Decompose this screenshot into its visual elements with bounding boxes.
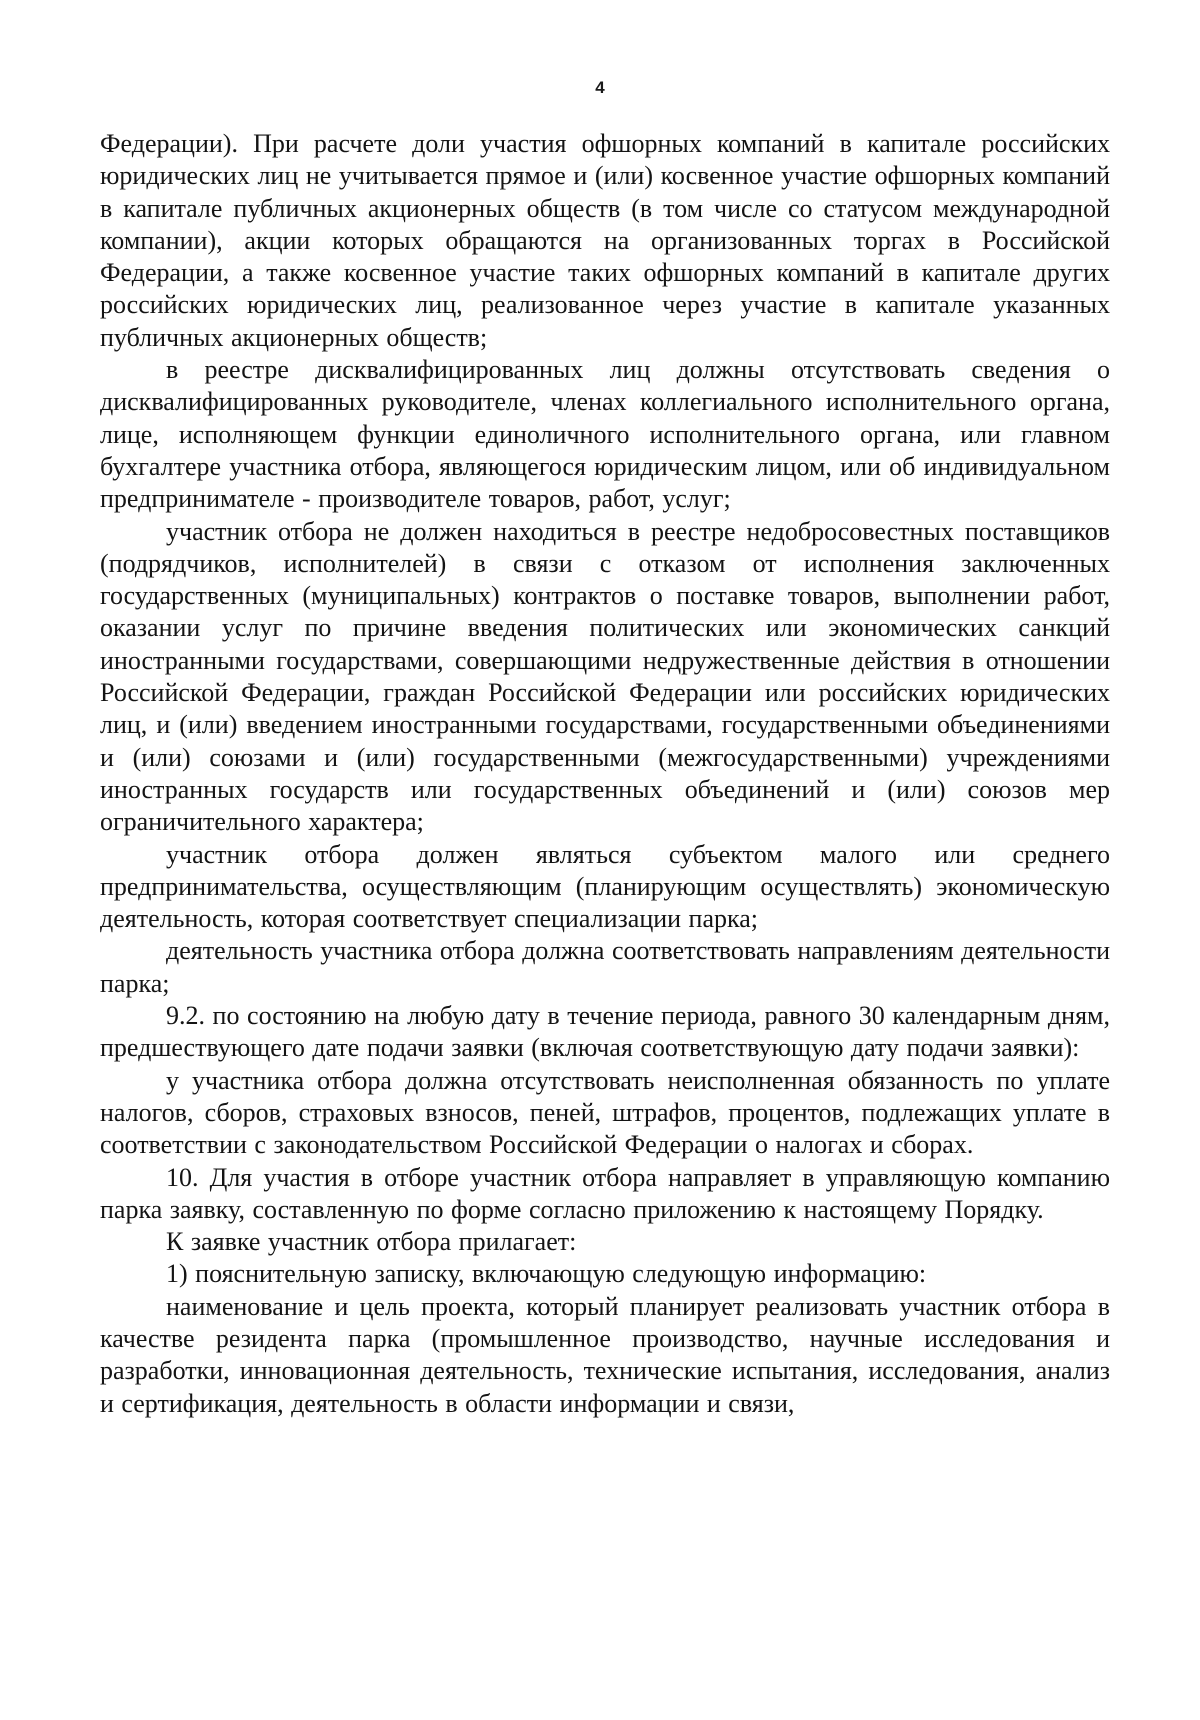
paragraph-tax-obligations: у участника отбора должна отсутствовать неисполненная обязанность по уплате налогов, сборов, страховых взносов, пеней, штрафов, процентов, подлежащих уплате в соответствии с законодательством Российской Федерации о налогах и сборах. [100, 1065, 1110, 1160]
paragraph-offshore-participation: Федерации). При расчете доли участия офшорных компаний в капитале российских юридических лиц не учитывается прямое и (или) косвенное участие офшорных компаний в капитале публичных акционерных обществ (в том числе со статусом международной компании), акции которых обращаются на организованных торгах в Российской Федерации, а также косвенное участие таких офшорных компаний в капитале других российских юридических лиц, реализованное через участие в капитале указанных публичных акционерных обществ; [100, 129, 1110, 352]
paragraph-unscrupulous-suppliers: участник отбора не должен находиться в реестре недобросовестных поставщиков (подрядчиков, исполнителей) в связи с отказом от исполнения заключенных государственных (муниципальных) контрактов о поставке товаров, выполнении работ, оказании услуг по причине введения политических или экономических санкций иностранными государствами, совершающими недружественные действия в отношении Российской Федерации, граждан Российской Федерации или российских юридических лиц, и (или) введением иностранными государствами, государственными объединениями и (или) союзами и (или) государственными (межгосударственными) учреждениями иностранных государств или государственных объединений и (или) союзов мер ограничительного характера; [100, 516, 1110, 837]
paragraph-small-medium-business: участник отбора должен являться субъектом малого или среднего предпринимательства, осуществляющим (планирующим осуществлять) экономическую деятельность, которая соответствует специализации парка; [100, 839, 1110, 934]
paragraph-disqualified-persons: в реестре дисквалифицированных лиц должны отсутствовать сведения о дисквалифицированных руководителе, членах коллегиального исполнительного органа, лице, исполняющем функции единоличного исполнительного органа, или главном бухгалтере участника отбора, являющегося юридическим лицом, или об индивидуальном предпринимателе - производителе товаров, работ, услуг; [100, 355, 1110, 514]
paragraph-explanatory-note: 1) пояснительную записку, включающую следующую информацию: [166, 1259, 927, 1289]
paragraph-clause-10: 10. Для участия в отборе участник отбора направляет в управляющую компанию парка заявку, составленную по форме согласно приложению к настоящему Порядку. [100, 1162, 1110, 1224]
page-number: 4 [595, 78, 605, 97]
paragraph-project-name-purpose: наименование и цель проекта, который планирует реализовать участник отбора в качестве резидента парка (промышленное производство, научные исследования и разработки, инновационная деятельность, технические испытания, исследования, анализ и сертификация, деятельность в области информации и связи, [100, 1291, 1110, 1418]
paragraph-application-attachments: К заявке участник отбора прилагает: [166, 1227, 577, 1257]
document-body [100, 128, 1110, 1420]
paragraph-park-activity: деятельность участника отбора должна соответствовать направлениям деятельности парка; [100, 936, 1110, 998]
paragraph-clause-9-2: 9.2. по состоянию на любую дату в течение периода, равного 30 календарным дням, предшествующего дате подачи заявки (включая соответствующую дату подачи заявки): [100, 1001, 1110, 1063]
